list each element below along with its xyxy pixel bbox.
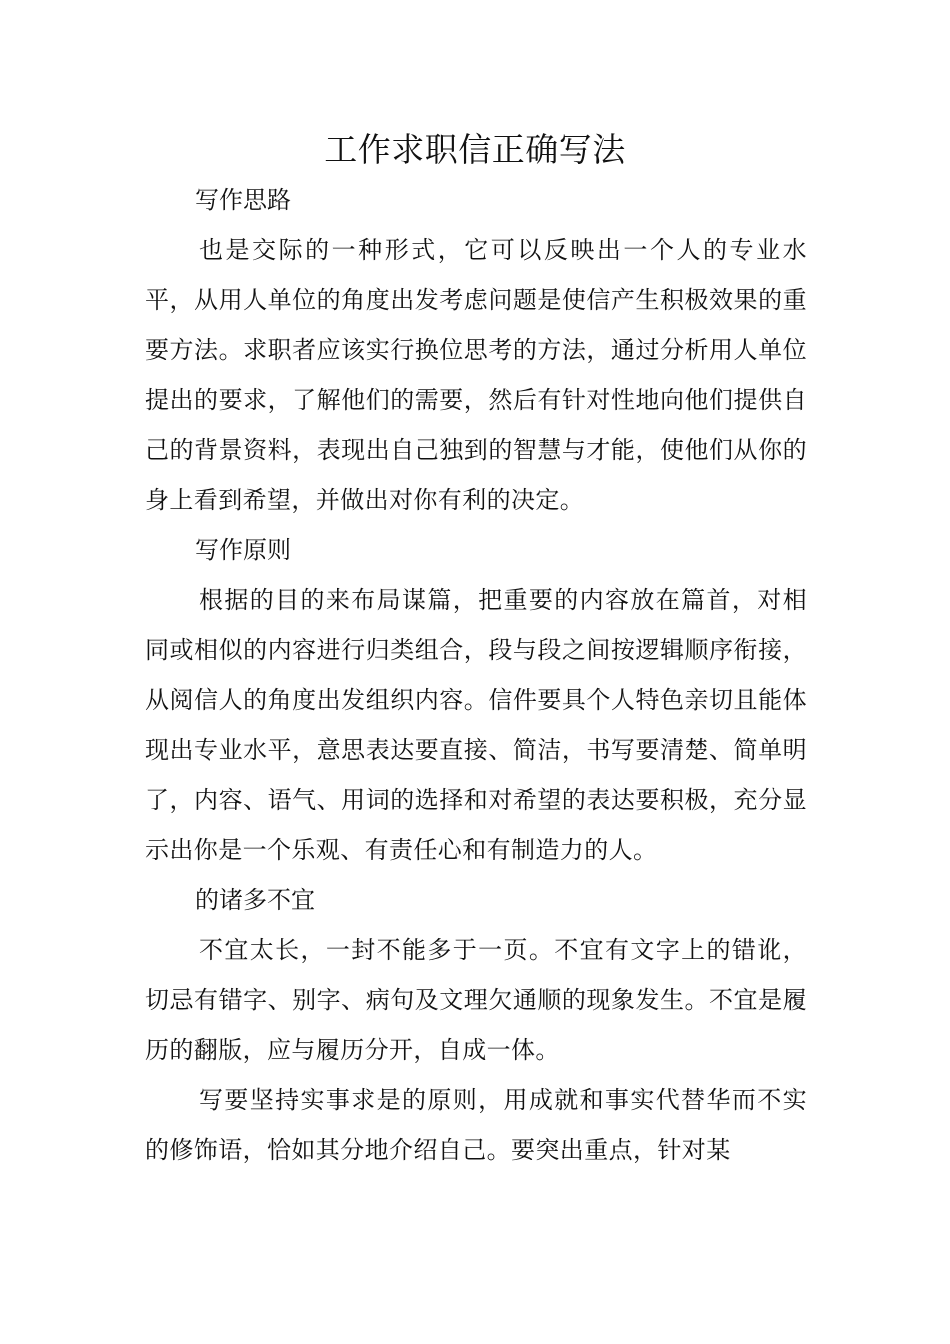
section-paragraph: 根据的目的来布局谋篇，把重要的内容放在篇首，对相同或相似的内容进行归类组合，段与段之间按逻辑顺序衔接，从阅信人的角度出发组织内容。信件要具个人特色亲切且能体现出专业水平，意思表达要直接、简洁，书写要清楚、简单明了，内容、语气、用词的选择和对希望的表达要积极，充分显示出你是一个乐观、有责任心和有制造力的人。	[145, 586, 807, 864]
document-title: 工作求职信正确写法	[324, 130, 626, 169]
section-paragraph: 写要坚持实事求是的原则，用成就和事实代替华而不实的修饰语，恰如其分地介绍自己。要突出重点，针对某	[145, 1086, 807, 1164]
section-heading-writing-principles: 写作原则	[195, 536, 291, 564]
section-paragraph: 不宜太长，一封不能多于一页。不宜有文字上的错讹，切忌有错字、别字、病句及文理欠通顺的现象发生。不宜是履历的翻版，应与履历分开，自成一体。	[145, 936, 807, 1064]
document-body	[145, 175, 807, 1175]
section-heading-writing-approach: 写作思路	[195, 186, 291, 214]
section-heading-things-to-avoid: 的诸多不宜	[195, 886, 315, 914]
section-paragraph: 也是交际的一种形式，它可以反映出一个人的专业水平，从用人单位的角度出发考虑问题是使信产生积极效果的重要方法。求职者应该实行换位思考的方法，通过分析用人单位提出的要求，了解他们的需要，然后有针对性地向他们提供自己的背景资料，表现出自己独到的智慧与才能，使他们从你的身上看到希望，并做出对你有利的决定。	[145, 236, 807, 514]
